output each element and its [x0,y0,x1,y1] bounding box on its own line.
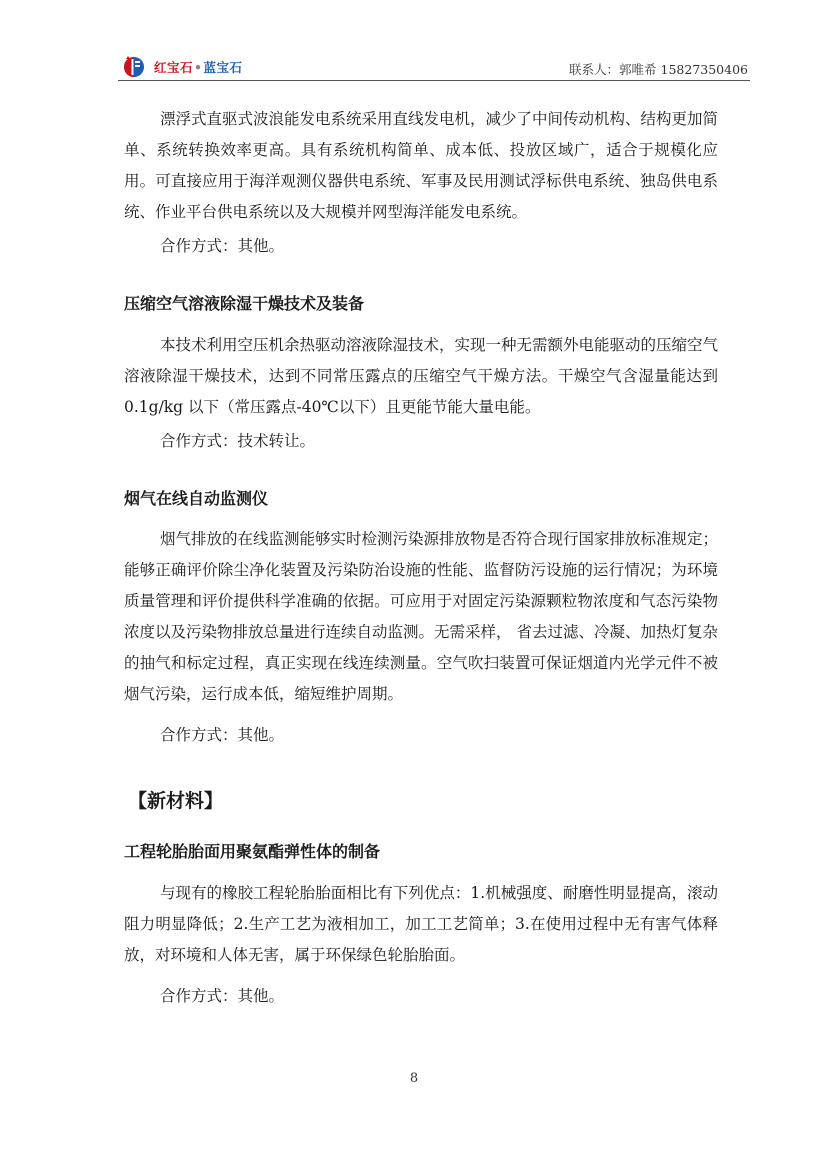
cooperation-mode-2: 合作方式：技术转让。 [160,432,316,450]
page-header [118,56,750,81]
cooperation-mode-3: 合作方式：其他。 [160,726,285,744]
logo-text [154,58,243,76]
logo-text-red: 红宝石 [154,60,194,75]
paragraph-compressed-air-drying: 本技术利用空压机余热驱动溶液除湿技术，实现一种无需额外电能驱动的压缩空气溶液除湿干燥技术，达到不同常压露点的压缩空气干燥方法。干燥空气含湿量能达到 0.1g/kg 以下（常压露点-40℃以下）且更能节能大量电能。 [124,336,719,416]
paragraph-wave-energy: 漂浮式直驱式波浪能发电系统采用直线发电机，减少了中间传动机构、结构更加简单、系统转换效率更高。具有系统机构简单、成本低、投放区域广，适合于规模化应用。可直接应用于海洋观测仪器供电系统、军事及民用测试浮标供电系统、独岛供电系统、作业平台供电系统以及大规模并网型海洋能发电系统。 [124,110,719,221]
logo-mark-icon [120,56,150,78]
contact-info: 联系人：郭唯希 15827350406 [569,62,748,77]
heading-polyurethane-tire: 工程轮胎胎面用聚氨酯弹性体的制备 [124,842,381,861]
cooperation-mode-4: 合作方式：其他。 [160,987,285,1005]
cooperation-mode-1: 合作方式：其他。 [160,237,285,255]
paragraph-flue-gas-monitor: 烟气排放的在线监测能够实时检测污染源排放物是否符合现行国家排放标准规定；能够正确评价除尘净化装置及污染防治设施的性能、监督防污设施的运行情况；为环境质量管理和评价提供科学准确的依据。可应用于对固定污染源颗粒物浓度和气态污染物浓度以及污染物排放总量进行连续自动监测。无需采样， 省去过滤、冷凝、加热灯复杂的抽气和标定过程，真正实现在线连续测量。空气吹扫装置可保证烟道内光学元件不被烟气污染，运行成本低，缩短维护周期。 [124,530,719,703]
logo-text-blue: 蓝宝石 [203,60,243,75]
company-logo [120,56,243,78]
heading-compressed-air-drying: 压缩空气溶液除湿干燥技术及装备 [124,294,365,313]
heading-flue-gas-monitor: 烟气在线自动监测仪 [124,489,269,508]
page-number: 8 [409,1071,419,1086]
logo-separator: • [194,60,203,75]
section-title-new-materials: 【新材料】 [128,790,224,812]
paragraph-polyurethane-tire: 与现有的橡胶工程轮胎胎面相比有下列优点：1.机械强度、耐磨性明显提高，滚动阻力明显降低；2.生产工艺为液相加工，加工工艺简单；3.在使用过程中无有害气体释放，对环境和人体无害，属于环保绿色轮胎胎面。 [124,884,718,964]
